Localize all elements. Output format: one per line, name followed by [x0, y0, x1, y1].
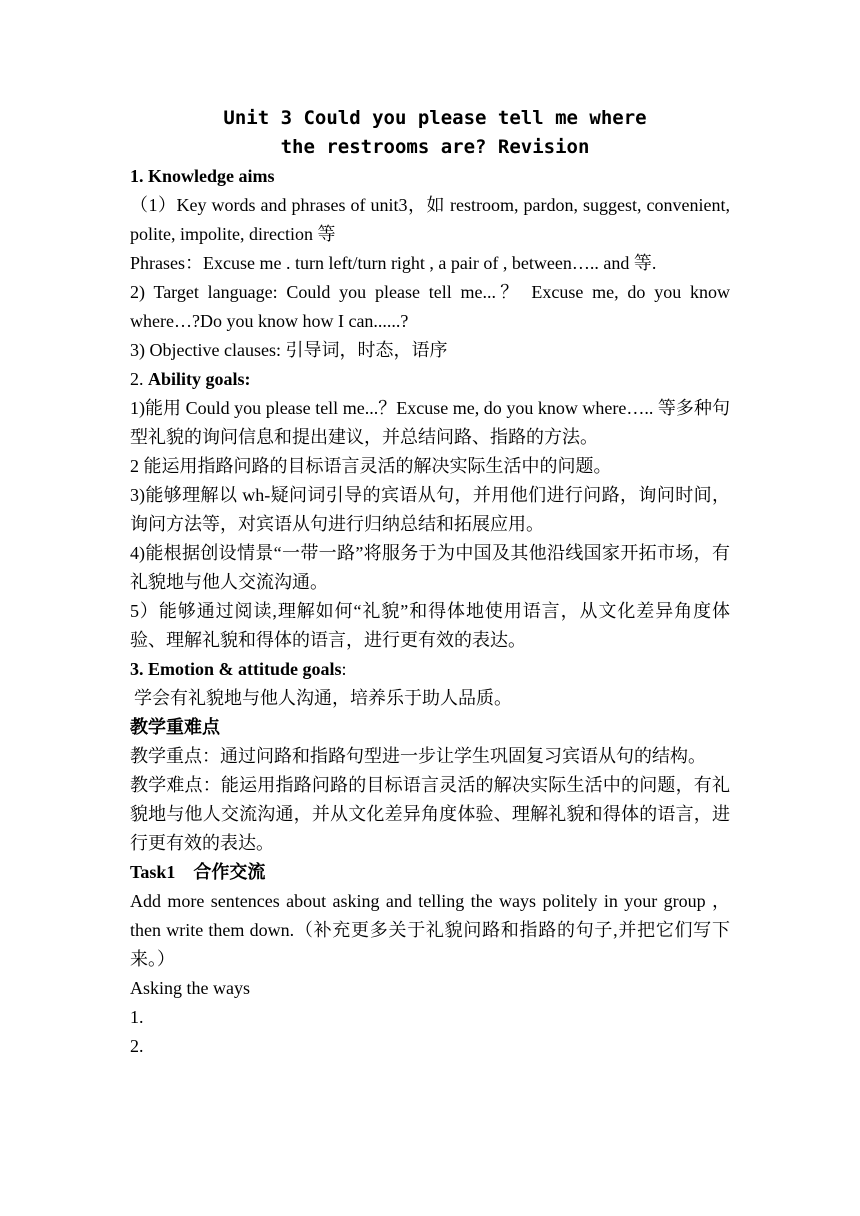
- asking-ways-label: Asking the ways: [130, 978, 250, 998]
- answer-line-2: 2.: [130, 1036, 144, 1056]
- ability-item-3: 3)能够理解以 wh-疑问词引导的宾语从句，并用他们进行问路，询问时间，询问方法等，对宾语从句进行归纳总结和拓展应用。: [130, 485, 730, 534]
- ability-item-2: 2 能运用指路问路的目标语言灵活的解决实际生活中的问题。: [130, 456, 612, 476]
- emotion-heading-text: 3. Emotion & attitude goals: [130, 659, 342, 679]
- ability-goals-heading: [130, 365, 730, 394]
- ability-item-1: 1)能用 Could you please tell me...？Excuse me, do you know where….. 等多种句型礼貌的询问信息和提出建议，并总结问路、指路的方法。: [130, 398, 730, 447]
- title-line-2: the restrooms are? Revision: [280, 136, 590, 158]
- task1-instruction: Add more sentences about asking and telling the ways politely in your group ，then write them down.（补充更多关于礼貌问路和指路的句子,并把它们写下来。）: [130, 891, 730, 969]
- answer-line-1: 1.: [130, 1007, 144, 1027]
- document-body: [130, 104, 730, 1061]
- difficult-point: 教学难点：能运用指路问路的目标语言灵活的解决实际生活中的问题，有礼貌地与他人交流沟通，并从文化差异角度体验、理解礼貌和得体的语言，进行更有效的表达。: [130, 775, 730, 853]
- ability-item-5: 5）能够通过阅读,理解如何“礼貌”和得体地使用语言，从文化差异角度体验、理解礼貌和得体的语言，进行更有效的表达。: [130, 601, 730, 650]
- emotion-goals-heading: [130, 655, 730, 684]
- key-point: 教学重点：通过问路和指路句型进一步让学生巩固复习宾语从句的结构。: [130, 746, 706, 766]
- knowledge-phrases: Phrases：Excuse me . turn left/turn right , a pair of , between….. and 等.: [130, 253, 657, 273]
- emotion-heading-colon: :: [341, 659, 347, 679]
- ability-heading-number: 2.: [130, 369, 148, 389]
- document-title: [130, 104, 730, 162]
- ability-item-4: 4)能根据创设情景“一带一路”将服务于为中国及其他沿线国家开拓市场，有礼貌地与他人交流沟通。: [130, 543, 730, 592]
- knowledge-item-1: （1）Key words and phrases of unit3，如 restroom, pardon, suggest, convenient, polite, impolite, direction 等: [130, 195, 730, 244]
- emotion-goals-text: 学会有礼貌地与他人沟通，培养乐于助人品质。: [134, 688, 512, 708]
- task1-heading: Task1 合作交流: [130, 862, 266, 882]
- title-line-1: Unit 3 Could you please tell me where: [223, 107, 647, 129]
- knowledge-item-2: 2) Target language: Could you please tell me...？ Excuse me, do you know where…?Do you know how I can......?: [130, 282, 730, 331]
- knowledge-item-3: 3) Objective clauses: 引导词，时态，语序: [130, 340, 448, 360]
- difficulty-heading: 教学重难点: [130, 717, 220, 737]
- knowledge-aims-heading: 1. Knowledge aims: [130, 166, 275, 186]
- ability-heading-text: Ability goals:: [148, 369, 251, 389]
